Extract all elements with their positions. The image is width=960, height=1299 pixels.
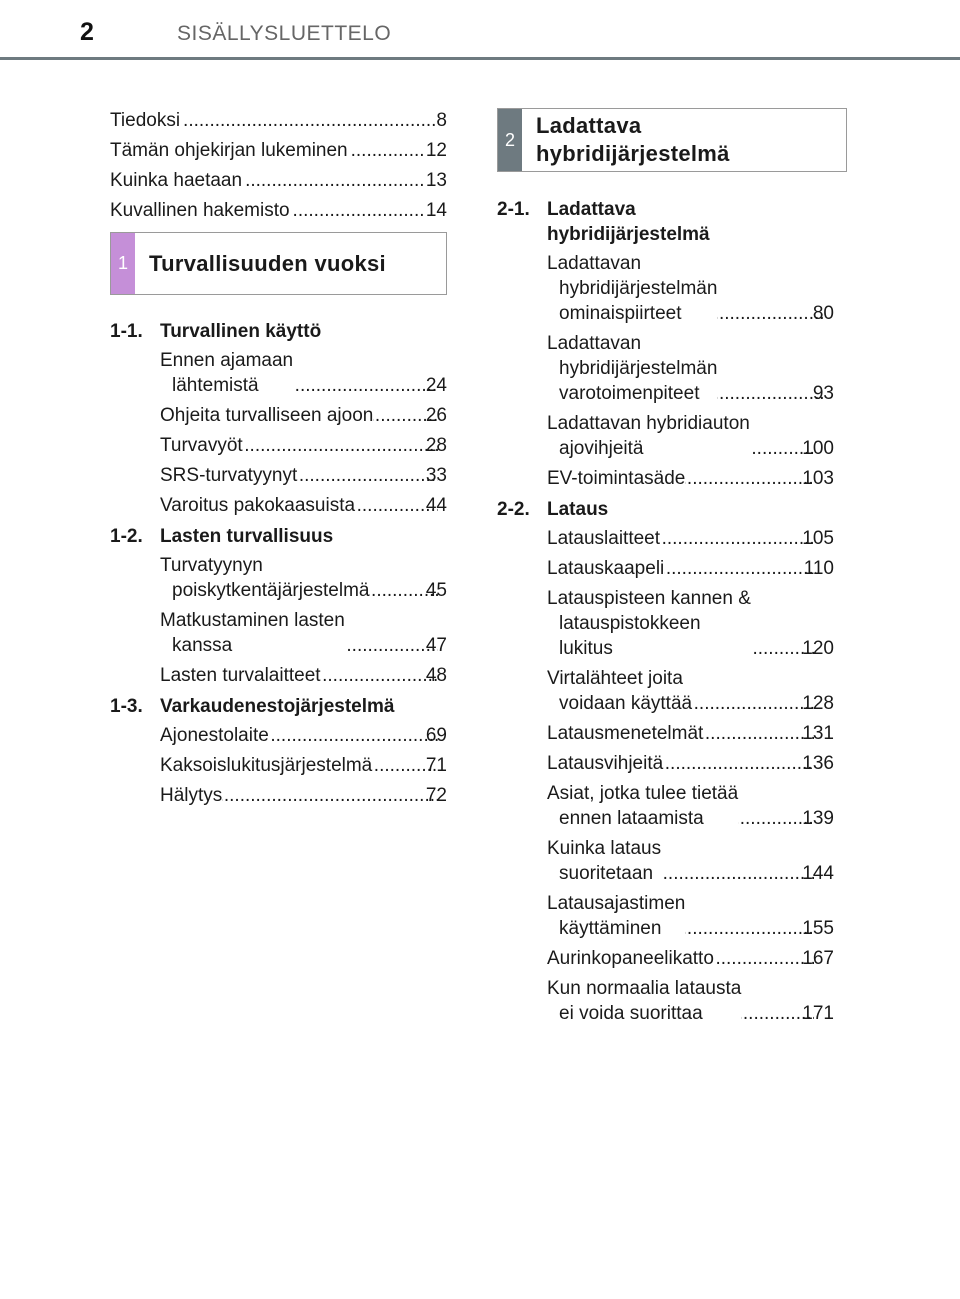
toc-entry-page: 105 [802, 528, 834, 549]
toc-entry-title: Latauslaitteet [547, 528, 661, 549]
section-entries [110, 723, 447, 808]
toc-entry-title: Latausmenetelmät [547, 723, 704, 744]
toc-entry-page: 47 [425, 635, 447, 656]
section-entries [110, 348, 447, 518]
section-number: 1-1. [110, 321, 143, 342]
toc-entry-title: Ladattavan hybridijärjestelmän varotoimenpiteet [547, 333, 718, 404]
dot-leader [297, 463, 438, 488]
toc-entry-page: 45 [425, 580, 447, 601]
toc-entry-title: Ladattavan hybridijärjestelmän ominaispiirteet [547, 253, 718, 324]
dot-leader [717, 301, 824, 326]
toc-section [497, 197, 834, 491]
toc-entry[interactable] [160, 608, 447, 658]
toc-entry-title: Tiedoksi [110, 110, 181, 131]
chapter-2-title: Ladattava hybridijärjestelmä [536, 113, 730, 166]
toc-entry-page: 28 [425, 435, 447, 456]
toc-entry-page: 24 [425, 375, 447, 396]
toc-entry[interactable] [547, 976, 834, 1026]
toc-entry-page: 13 [425, 170, 447, 191]
toc-entry-page: 120 [802, 638, 834, 659]
toc-entry[interactable] [110, 168, 447, 193]
dot-leader [660, 526, 814, 551]
toc-entry-title: Matkustaminen lasten kanssa [160, 610, 345, 656]
dot-leader [661, 861, 814, 886]
toc-section [497, 497, 834, 1026]
toc-entry[interactable] [160, 783, 447, 808]
dot-leader [243, 433, 438, 458]
dot-leader [290, 198, 426, 223]
page-header [0, 0, 960, 62]
toc-entry[interactable] [547, 586, 834, 661]
toc-entry-title: Ohjeita turvalliseen ajoon [160, 405, 374, 426]
toc-entry-page: 71 [425, 755, 447, 776]
toc-entry-title: Latauskaapeli [547, 558, 665, 579]
toc-entry-title: Asiat, jotka tulee tietää ennen lataamista [547, 783, 739, 829]
toc-entry[interactable] [110, 108, 447, 133]
toc-entry-page: 144 [802, 863, 834, 884]
section-heading[interactable] [497, 197, 834, 247]
dot-leader [685, 916, 814, 941]
toc-entry-page: 44 [425, 495, 447, 516]
dot-leader [321, 663, 438, 688]
toc-entry-title: Turvavyöt [160, 435, 243, 456]
toc-entry[interactable] [160, 433, 447, 458]
toc-entry-title: Lasten turvalaitteet [160, 665, 321, 686]
toc-entry-page: 14 [425, 200, 447, 221]
dot-leader [717, 381, 824, 406]
toc-entry[interactable] [547, 251, 834, 326]
toc-entry-title: Latausajastimen käyttäminen [547, 893, 686, 939]
dot-leader [663, 751, 814, 776]
dot-leader [692, 691, 814, 716]
chapter-1-tab: 1 [111, 233, 135, 294]
page-number: 2 [80, 18, 94, 46]
dot-leader [664, 556, 815, 581]
chapter-1-title: Turvallisuuden vuoksi [149, 250, 386, 276]
toc-entry[interactable] [547, 751, 834, 776]
toc-entry[interactable] [160, 493, 447, 518]
toc-entry[interactable] [547, 331, 834, 406]
chapter-2-tab: 2 [498, 109, 522, 171]
toc-entry-page: 139 [802, 808, 834, 829]
toc-entry-title: Tämän ohjekirjan lukeminen [110, 140, 348, 161]
section-entries [497, 251, 834, 491]
toc-entry-title: Varoitus pakokaasuista [160, 495, 356, 516]
chapter-2-sections [497, 197, 834, 1026]
toc-entry-title: Virtalähteet joita voidaan käyttää [547, 668, 693, 714]
section-entries [110, 553, 447, 688]
toc-entry-title: Latausvihjeitä [547, 753, 664, 774]
dot-leader [714, 946, 814, 971]
section-heading[interactable] [110, 319, 447, 344]
section-title: Turvallinen käyttö [160, 321, 322, 342]
toc-entry-title: Kuvallinen hakemisto [110, 200, 290, 221]
toc-entry[interactable] [160, 723, 447, 748]
dot-leader [348, 138, 426, 163]
toc-entry[interactable] [547, 556, 834, 581]
toc-entry-page: 72 [425, 785, 447, 806]
toc-entry[interactable] [160, 403, 447, 428]
toc-entry-page: 131 [802, 723, 834, 744]
header-rule [0, 57, 960, 60]
toc-entry-page: 12 [425, 140, 447, 161]
toc-entry[interactable] [160, 553, 447, 603]
header-title: SISÄLLYSLUETTELO [177, 22, 392, 45]
toc-entry[interactable] [547, 781, 834, 831]
toc-entry-title: Turvatyynyn poiskytkentäjärjestelmä [160, 555, 370, 601]
section-number: 1-2. [110, 526, 143, 547]
toc-entry[interactable] [160, 663, 447, 688]
toc-entry-page: 128 [802, 693, 834, 714]
chapter-1-heading[interactable] [110, 232, 447, 295]
dot-leader [222, 783, 438, 808]
toc-entry[interactable] [547, 666, 834, 716]
section-title: Lasten turvallisuus [160, 526, 334, 547]
chapter-2-heading[interactable] [497, 108, 847, 172]
dot-leader [703, 721, 814, 746]
toc-entry-title: Latauspisteen kannen & latauspistokkeen lukitus [547, 588, 751, 659]
dot-leader [242, 168, 426, 193]
toc-entry-title: Kuinka lataus suoritetaan [547, 838, 662, 884]
toc-entry-page: 167 [802, 948, 834, 969]
section-heading[interactable] [497, 497, 834, 522]
toc-entry-page: 8 [436, 110, 447, 131]
toc-entry-title: Kaksoislukitusjärjestelmä [160, 755, 373, 776]
chapter-1-sections [110, 319, 447, 808]
dot-leader [269, 723, 438, 748]
toc-entry[interactable] [547, 946, 834, 971]
toc-entry[interactable] [110, 198, 447, 223]
toc-left-column [110, 108, 447, 814]
toc-entry[interactable] [547, 466, 834, 491]
dot-leader [345, 633, 438, 658]
toc-entry-page: 100 [802, 438, 834, 459]
toc-entry-page: 103 [802, 468, 834, 489]
toc-entry-title: Ennen ajamaan lähtemistä [160, 350, 294, 396]
section-number: 1-3. [110, 696, 143, 717]
toc-entry[interactable] [547, 836, 834, 886]
section-heading[interactable] [110, 524, 447, 549]
section-number: 2-2. [497, 499, 530, 520]
toc-entry[interactable] [110, 138, 447, 163]
toc-entry[interactable] [160, 753, 447, 778]
toc-entry-title: EV-toimintasäde [547, 468, 686, 489]
section-title: Lataus [547, 499, 609, 520]
toc-entry-page: 48 [425, 665, 447, 686]
toc-entry[interactable] [547, 891, 834, 941]
section-title: Varkaudenestojärjestelmä [160, 696, 395, 717]
toc-entry-title: Hälytys [160, 785, 223, 806]
dot-leader [685, 466, 814, 491]
toc-entry-title: Kuinka haetaan [110, 170, 243, 191]
section-title: Ladattava hybridijärjestelmä [547, 199, 710, 245]
toc-entry-page: 26 [425, 405, 447, 426]
toc-entry-page: 80 [812, 303, 834, 324]
dot-leader [180, 108, 436, 133]
toc-entry[interactable] [547, 526, 834, 551]
toc-section [110, 694, 447, 808]
toc-top-entries [110, 108, 447, 223]
toc-entry-title: Kun normaalia latausta ei voida suorittaa [547, 978, 742, 1024]
toc-entry-page: 136 [802, 753, 834, 774]
toc-entry-title: Aurinkopaneelikatto [547, 948, 714, 969]
section-number: 2-1. [497, 199, 530, 220]
toc-entry-title: SRS-turvatyynyt [160, 465, 298, 486]
toc-entry-title: Ajonestolaite [160, 725, 269, 746]
toc-section [110, 319, 447, 518]
toc-entry-page: 69 [425, 725, 447, 746]
toc-entry[interactable] [547, 721, 834, 746]
toc-entry-page: 110 [803, 558, 834, 579]
section-heading[interactable] [110, 694, 447, 719]
toc-entry-page: 155 [802, 918, 834, 939]
toc-entry[interactable] [160, 348, 447, 398]
toc-right-column [497, 108, 834, 1032]
toc-entry-title: Ladattavan hybridiauton ajovihjeitä [547, 413, 750, 459]
toc-entry-page: 93 [812, 383, 834, 404]
toc-section [110, 524, 447, 688]
toc-entry-page: 33 [425, 465, 447, 486]
section-entries [497, 526, 834, 1026]
dot-leader [293, 373, 438, 398]
toc-entry[interactable] [160, 463, 447, 488]
toc-entry-page: 171 [802, 1003, 834, 1024]
toc-entry[interactable] [547, 411, 834, 461]
